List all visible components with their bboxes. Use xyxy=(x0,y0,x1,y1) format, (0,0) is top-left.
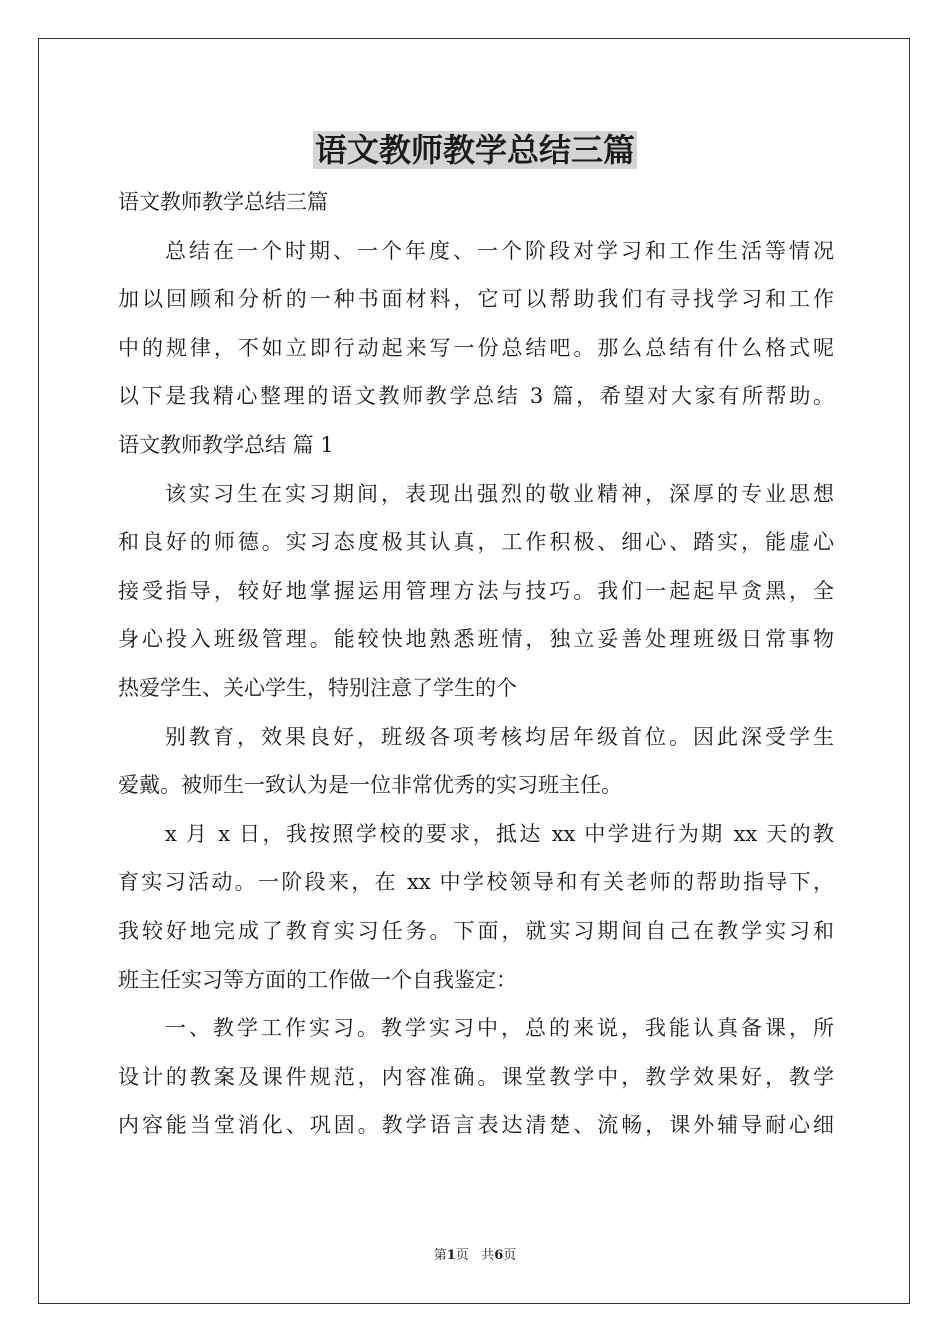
text-line: 我较好地完成了教育实习任务。下面，就实习期间自己在教学实习和 xyxy=(118,918,834,943)
text-line: 内容能当堂消化、巩固。教学语言表达清楚、流畅，课外辅导耐心细 xyxy=(118,1113,834,1138)
document-title-text: 语文教师教学总结三篇 xyxy=(314,131,635,169)
text-line: 身心投入班级管理。能较快地熟悉班情，独立妥善处理班级日常事物 xyxy=(118,627,834,652)
total-pages: 6 xyxy=(494,1248,504,1263)
text-line: 该实习生在实习期间，表现出强烈的敬业精神，深厚的专业思想 xyxy=(165,481,834,506)
text-line: 和良好的师德。实习态度极其认真，工作积极、细心、踏实，能虚心 xyxy=(118,530,834,555)
total-suffix: 页 xyxy=(503,1248,517,1263)
text-line: 别教育，效果良好，班级各项考核均居年级首位。因此深受学生 xyxy=(165,724,834,749)
document-title xyxy=(0,126,950,174)
text-line: 设计的教案及课件规范，内容准确。课堂教学中，教学效果好，教学 xyxy=(118,1064,834,1089)
page-prefix: 第 xyxy=(433,1248,447,1263)
text-line: 接受指导，较好地掌握运用管理方法与技巧。我们一起起早贪黑，全 xyxy=(118,578,834,603)
text-line: 班主任实习等方面的工作做一个自我鉴定： xyxy=(118,967,517,992)
text-line: 热爱学生、关心学生，特别注意了学生的个 xyxy=(118,675,517,700)
text-line: 爱戴。被师生一致认为是一位非常优秀的实习班主任。 xyxy=(118,773,622,798)
total-prefix: 共 xyxy=(481,1248,495,1263)
text-line: 语文教师教学总结 篇 1 xyxy=(118,432,334,457)
document-body xyxy=(118,178,834,1150)
text-line: 以下是我精心整理的语文教师教学总结 3 篇，希望对大家有所帮助。 xyxy=(118,384,834,409)
page-footer xyxy=(0,1247,950,1265)
text-line: 一、教学工作实习。教学实习中，总的来说，我能认真备课，所 xyxy=(165,1016,834,1041)
text-line: 总结在一个时期、一个年度、一个阶段对学习和工作生活等情况 xyxy=(165,238,834,263)
text-line: 加以回顾和分析的一种书面材料，它可以帮助我们有寻找学习和工作 xyxy=(118,287,834,312)
page-suffix: 页 xyxy=(455,1248,469,1263)
page-number: 1 xyxy=(446,1248,456,1263)
text-line: 中的规律，不如立即行动起来写一份总结吧。那么总结有什么格式呢 xyxy=(118,335,834,360)
text-line: x 月 x 日，我按照学校的要求，抵达 xx 中学进行为期 xx 天的教 xyxy=(165,821,834,846)
text-line: 育实习活动。一阶段来，在 xx 中学校领导和有关老师的帮助指导下， xyxy=(118,870,834,895)
text-line: 语文教师教学总结三篇 xyxy=(118,190,328,214)
